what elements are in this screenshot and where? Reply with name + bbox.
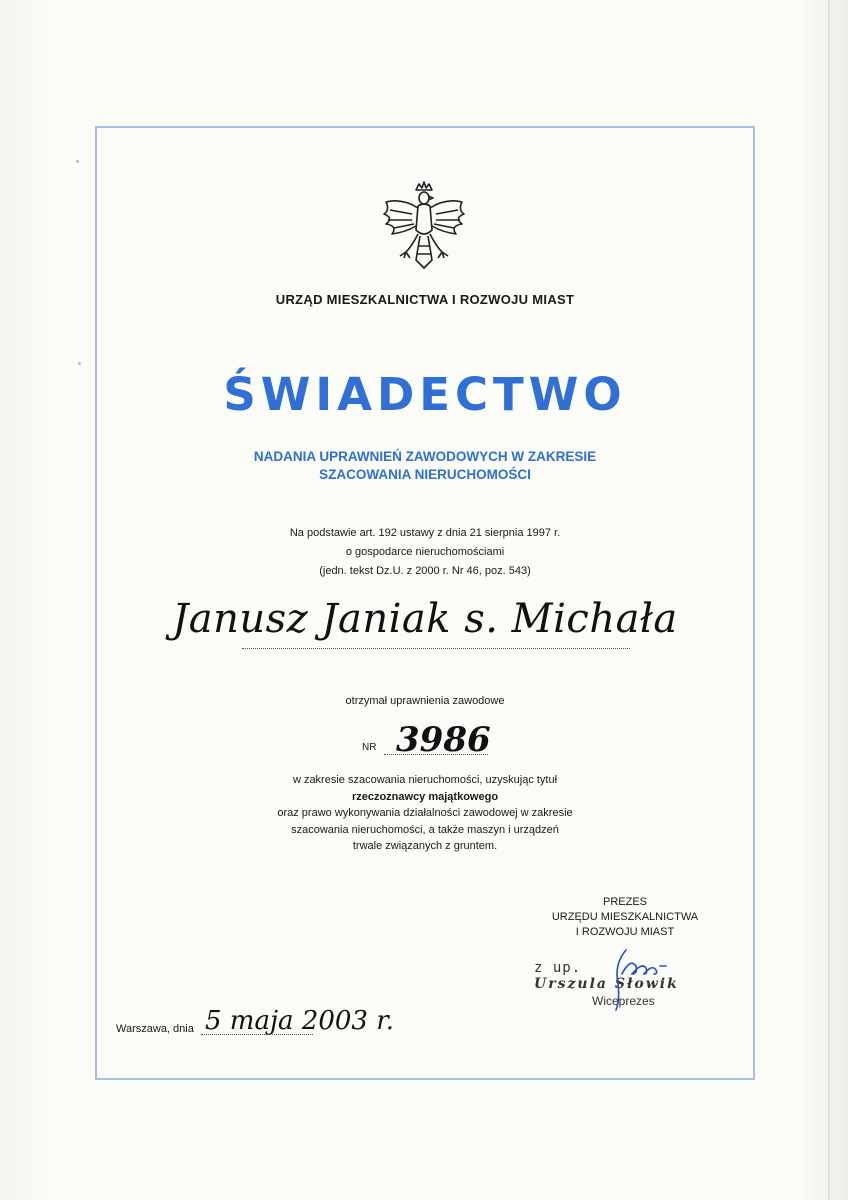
date-dotted-line: [201, 1034, 313, 1035]
subtitle-line: NADANIA UPRAWNIEŃ ZAWODOWYCH W ZAKRESIE: [253, 449, 597, 464]
nr-label: NR: [362, 742, 377, 753]
legal-line: o gospodarce nieruchomościami: [345, 546, 505, 558]
subtitle-line: SZACOWANIA NIERUCHOMOŚCI: [319, 467, 531, 482]
recipient-name: Janusz Janiak s. Michała: [172, 596, 678, 642]
certificate-title: ŚWIADECTWO: [223, 368, 627, 421]
scope-line: szacowania nieruchomości, a także maszyn i urządzeń: [291, 823, 559, 836]
legal-line: Na podstawie art. 192 ustawy z dnia 21 sierpnia 1997 r.: [289, 527, 561, 539]
received-text: otrzymał uprawnienia zawodowe: [345, 695, 505, 707]
legal-basis: [95, 524, 755, 581]
nr-dotted-line: [384, 754, 488, 755]
professional-title: rzeczoznawcy majątkowego: [351, 790, 499, 803]
certificate-subtitle: [95, 448, 755, 484]
name-dotted-line: [242, 648, 630, 649]
place-label: Warszawa, dnia: [116, 1023, 194, 1035]
paper-speck: [78, 362, 81, 365]
scope-line: w zakresie szacowania nieruchomości, uzyskując tytuł: [292, 774, 558, 786]
stamp-on-behalf: z up.: [534, 960, 582, 976]
nr-value: 3986: [396, 720, 491, 760]
handwritten-signature-icon: [596, 944, 676, 1014]
page-edge: [828, 0, 830, 1200]
scope-text: [95, 772, 755, 855]
signatory-title: [520, 895, 730, 940]
scope-line: oraz prawo wykonywania działalności zawodowej w zakresie: [277, 807, 573, 819]
issue-date: 5 maja 2003 r.: [205, 1006, 395, 1036]
legal-line: (jedn. tekst Dz.U. z 2000 r. Nr 46, poz. 543): [319, 565, 531, 577]
stamp-signatory-name: Urszula Słowik: [534, 976, 679, 992]
signatory-line: URZĘDU MIESZKALNICTWA: [551, 911, 699, 923]
paper-speck: [76, 160, 79, 163]
office-name: URZĄD MIESZKALNICTWA I ROZWOJU MIAST: [275, 292, 575, 307]
scope-line: trwale związanych z gruntem.: [352, 840, 498, 852]
license-number: [362, 720, 522, 760]
signatory-line: I ROZWOJU MIAST: [575, 926, 675, 938]
signatory-line: PREZES: [602, 896, 647, 908]
stamp-signatory-role: Wiceprezes: [592, 994, 655, 1008]
eagle-emblem-icon: [372, 176, 476, 280]
